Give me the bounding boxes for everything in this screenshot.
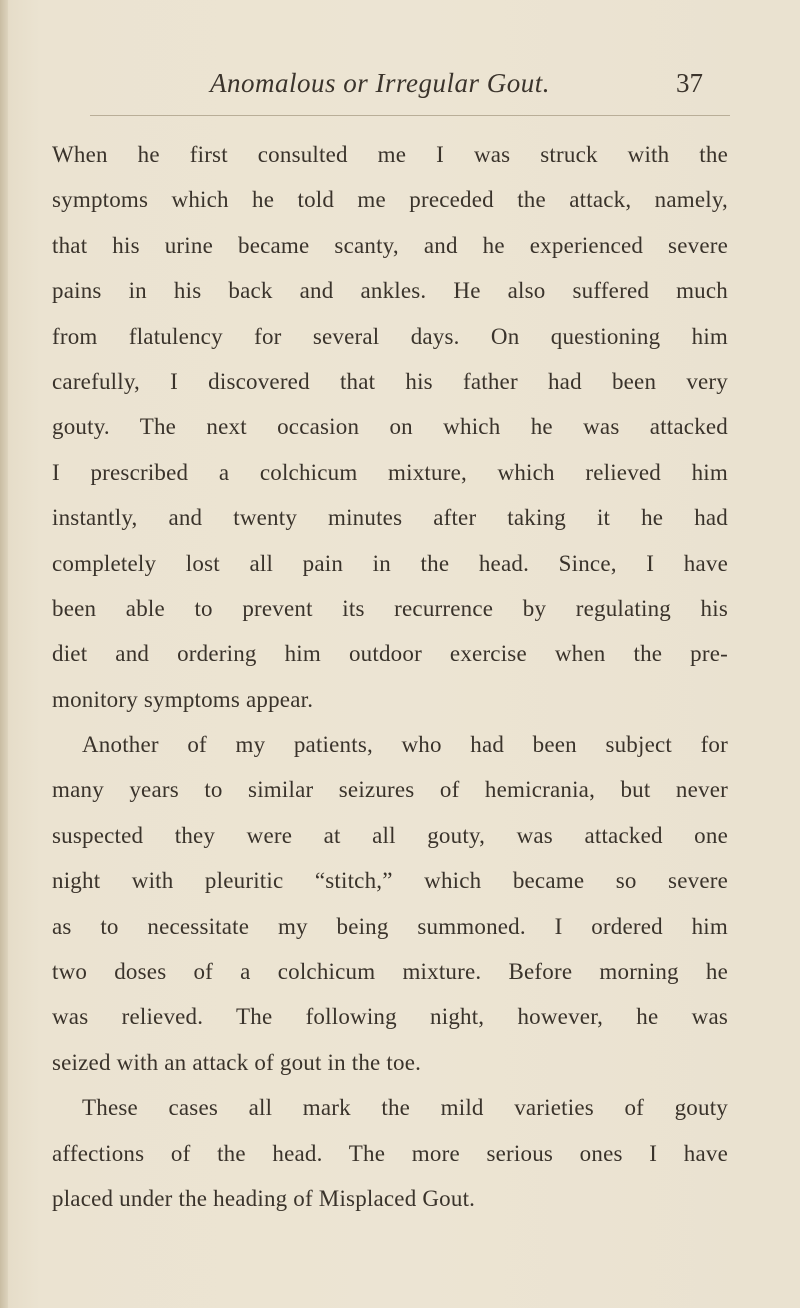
text-line: night with pleuritic “stitch,” which became so severe bbox=[52, 868, 728, 894]
text-line: Another of my patients, who had been subject for bbox=[82, 732, 728, 758]
text-line: instantly, and twenty minutes after taking it he had bbox=[52, 505, 728, 531]
text-line: been able to prevent its recurrence by regulating his bbox=[52, 595, 728, 621]
text-line: carefully, I discovered that his father had been very bbox=[52, 368, 728, 394]
body-text bbox=[52, 132, 728, 1221]
text-line: affections of the head. The more serious ones I have bbox=[52, 1140, 728, 1166]
text-line: symptoms which he told me preceded the attack, namely, bbox=[52, 187, 728, 213]
text-line: seized with an attack of gout in the toe. bbox=[52, 1049, 422, 1075]
text-line: completely lost all pain in the head. Since, I have bbox=[52, 550, 728, 576]
text-line: I prescribed a colchicum mixture, which relieved him bbox=[52, 459, 728, 485]
text-line: suspected they were at all gouty, was attacked one bbox=[52, 822, 728, 848]
text-line: When he first consulted me I was struck with the bbox=[52, 142, 728, 167]
running-title: Anomalous or Irregular Gout. bbox=[209, 68, 550, 98]
text-line: two doses of a colchicum mixture. Before morning he bbox=[52, 959, 728, 985]
text-line: pains in his back and ankles. He also suffered much bbox=[52, 278, 728, 304]
text-line: These cases all mark the mild varieties of gouty bbox=[82, 1095, 728, 1121]
page-number: 37 bbox=[676, 68, 703, 98]
text-line: as to necessitate my being summoned. I ordered him bbox=[52, 913, 728, 939]
text-line: diet and ordering him outdoor exercise when the pre- bbox=[52, 641, 728, 667]
text-line: monitory symptoms appear. bbox=[52, 686, 314, 712]
text-line: placed under the heading of Misplaced Gout. bbox=[52, 1185, 476, 1211]
text-line: many years to similar seizures of hemicrania, but never bbox=[52, 777, 728, 803]
page-binding-edge bbox=[0, 0, 8, 1308]
text-line: that his urine became scanty, and he experienced severe bbox=[52, 232, 728, 258]
text-line: was relieved. The following night, however, he was bbox=[52, 1004, 728, 1030]
header-rule bbox=[90, 115, 730, 116]
text-line: from flatulency for several days. On questioning him bbox=[52, 323, 728, 349]
text-line: gouty. The next occasion on which he was attacked bbox=[52, 414, 728, 440]
running-head bbox=[0, 68, 800, 108]
